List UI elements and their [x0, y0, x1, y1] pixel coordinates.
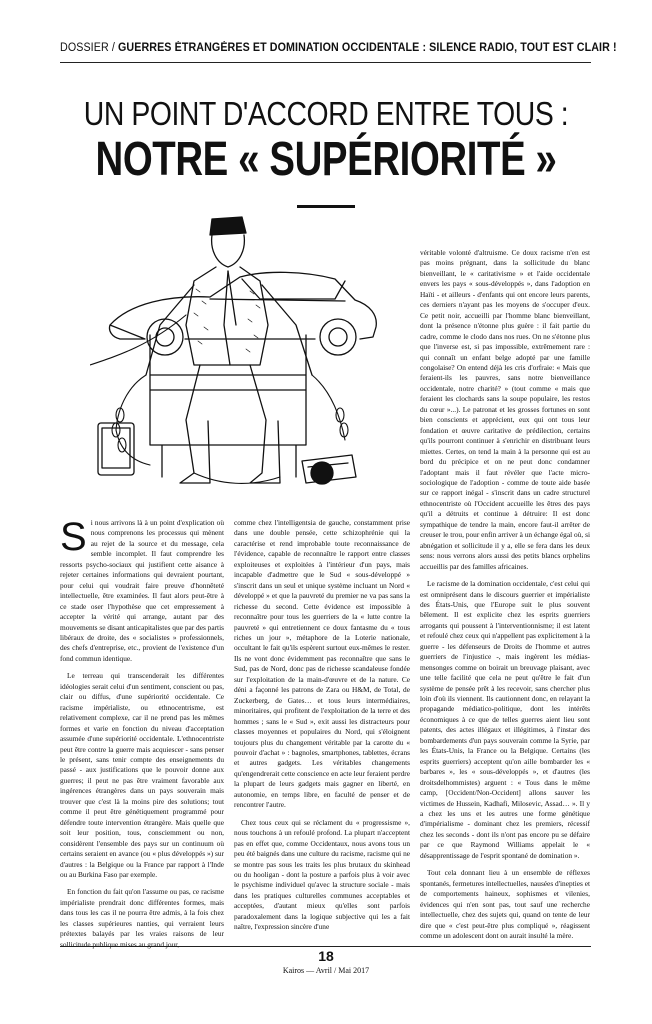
paragraph: Le racisme de la domination occidentale, c'est celui qui est omniprésent dans le discours guerrier et impérialiste des États-Unis, que l'Europe suit le plus souvent bêlement. Il est explicite chez les esprits guerriers arrogants qui poussent à l'interventionnisme; il est latent et refoulé chez ceux qui n'appellent pas explicitement à la guerre - les défenseurs de Droits de l'homme et autres guerriers de l'injustice -, mais ingèrent les médias-mensonges comme on boirait un breuvage plaisant, avec une telle facilité que cela ne peut qu'être le fait d'un système de pensée prêt à les recevoir, sans chercher plus loin d'où ils viennent. Ils cautionnent donc, en relayant la propagande médiatico-politique, dont les intérêts économiques à ce que de telles guerres aient lieu sont patents, des actes illégaux et illégitimes, à l'instar des bombardements d'un pays souverain comme la Syrie, par les États-Unis, la France ou la Belgique. Certains (les esprits guerriers) acceptent qu'on aille bombarder les « barbares », les « sous-développés », et d'autres (les droitsdelhommistes) arguent : « Tous dans le même camp, [Occident/Non-Occident] allons sauver les victimes de Hussein, Kadhafi, Milosevic, Assad… ». Il y a chez les uns et les autres une forme génétique d'impérialisme - dominant chez les premiers, récessif chez les seconds - dont ils n'ont pas encore pu se défaire par ce que Raymond Williams appelait le « désapprentissage de l'esprit spontané de domination ». [420, 579, 590, 860]
text-column-3 [420, 248, 590, 948]
illustration [90, 215, 380, 500]
text-column-1 [60, 515, 224, 957]
ball-illustration [311, 462, 333, 484]
title-divider [297, 205, 355, 208]
paragraph: véritable volonté d'altruisme. Ce doux racisme n'en est pas moins prégnant, dans la sollicitude du blanc bienveillant, le « caritativisme » et l'aide occidentale envers les pays « sous-développés », dans l'adoption en Haïti - et ailleurs - d'enfants qui ont encore leurs parents, ces derniers n'ayant pas les moyens de s'occuper d'eux. Ce petit noir, accueilli par l'homme blanc bienveillant, dont la présence n'étonne plus guère : il fait partie du cadre, comme le clodo dans nos rues. On ne s'étonne plus que l'inverse est, si pas impossible, extrêmement rare : qui connaît un enfant belge adopté par une famille congolaise? On entend déjà les cris d'orfraie: « Mais que feraient-ils les pauvres, sans notre bienveillance occidentale, notre charité? » (tout comme « mais que feraient les clochards sans la soupe populaire, les restos du cœur »...). Le patronat et les grosses fortunes en sont bien conscients et apprécient, eux qui ont tous leur fondation et œuvre caritative de prédilection, certains qu'ils pourront continuer à s'enrichir en distribuant leurs miettes. Certes, on tend la main à la personne qui est au bord du précipice et on ne peut donc condamner l'adoptant mais il faut révéler que l'acte micro-sociologique de l'adoption - comme de toute aide basée sur ce rapport inégal - s'inscrit dans un cadre structurel ethnocentriste où l'Occident accueille les êtres des pays qu'il a détruits et continue à détruire: Il est donc sympathique de tendre la main, encore faut-il arrêter de creuser le trou, pour enfin arriver à un échange égal où, si abnégation et sollicitude il y a, elle se fera dans les deux sens: nous verrons alors aussi des petits blancs orphelins accueillis par des familles africaines. [420, 248, 590, 571]
drop-cap: S [60, 515, 87, 559]
header-rule [60, 62, 591, 63]
section-label: DOSSIER [60, 42, 109, 54]
running-header [60, 42, 617, 54]
paragraph: Chez tous ceux qui se réclament du « progressisme », nous touchons à un refoulé profond. La plupart n'acceptent pas en effet que, comme Occidentaux, nous avons tous un peu été baignés dans une culture du racisme, racisme qui ne se montre pas sous les traits les plus brutaux du skinhead ou du hooligan - dont la posture a parfois plus à voir avec le psychisme individuel qu'avec la structure sociale - mais dans les pratiques culturelles communes acceptables et acceptées, d'autant mieux qu'elles sont parfois paradoxalement dans la logique subjective qui les a fait naître, l'expression sincère d'une [234, 817, 410, 932]
paragraph: Si nous arrivons là à un point d'explication où nous comprenons les processus qui mènent au rejet de la source et du message, cela semble incomplet. Il faut comprendre les ressorts psycho-sociaux qui justifient cette aisance à rejeter certaines informations qui devraient pourtant, pour celui qui voudrait faire preuve d'honnêteté intellectuelle, être examinées. Il faut alors peut-être à ce stade oser l'hypothèse que cet empressement à accepter la vérité qui arrange, autant par des mouvements se disant anticapitalistes que par des partis libéraux de droite, des « socialistes » professionnels, des chefs d'entreprise, etc., provient de l'existence d'un fond commun identique. [60, 515, 224, 663]
dossier-title: GUERRES ÉTRANGÈRES ET DOMINATION OCCIDENTALE : SILENCE RADIO, TOUT EST CLAIR ! [117, 42, 617, 54]
paragraph: comme chez l'intelligentsia de gauche, constamment prise dans une double pensée, cette schizophrénie qui la caractérise et rend improbable toute reconnaissance de l'évidence, capable de reconnaître le rapport entre classes exploiteuses et exploitées à l'intérieur d'un pays, mais incapable d'admettre que le Sud « sous-développé » s'inscrit dans un seul et unique système incluant un Nord « développé » et que la pauvreté du premier ne va pas sans la richesse du second. Cette évidence est impossible à reconnaître pour tous les guerriers de la « lutte contre la pauvreté » qui entretiennent ce doux fantasme du « tous riches un jour », métaphore de la Loterie nationale, occultant le fait qu'ils espèrent surtout eux-mêmes le rester. Ils ne vont donc évidemment pas reconnaître que sans le Sud, pas de Nord, donc pas de richesse scandaleuse fondée sur l'exploitation de la main-d'œuvre et de la nature. Ce déni a façonné les patrons de Zara ou H&M, de Total, de Zuckerberg, de Gates… et tous leurs intermédiaires, minoritaires, qui profitent de l'exploitation de la terre et des hommes ; sans le « Sud », exit aussi les distracteurs pour classes moyennes et populaires du Nord, qui s'éloignent toujours plus du changement véritable par la carotte du « pouvoir d'achat » : bagnoles, smartphones, tablettes, écrans et autres gadgets. Les véritables changements qu'engendrerait cette conscience en acte leur feraient perdre la plupart de leurs gadgets mais gagner en liberté, en autonomie, en temps libre, en faculté de penser et de rencontrer l'autre. [234, 518, 410, 810]
footer-rule [60, 946, 591, 947]
article-title-line-1: UN POINT D'ACCORD ENTRE TOUS : [83, 95, 569, 132]
man-illustration [210, 217, 246, 235]
text-column-2 [234, 518, 410, 940]
paragraph: Tout cela donnant lieu à un ensemble de réflexes spontanés, fermetures intellectuelles, nausées d'inepties et de comportements haineux, sophismes et vilenies, évidences qui n'en sont pas, tout sauf une recherche intellectuelle, chez des sujets qui, quand on tente de leur dire que « c'est peut-être plus compliqué », réagissent comme un adolescent dont on aurait insulté la mère. [420, 868, 590, 940]
header-separator: / [108, 42, 118, 54]
article-title-line-2: NOTRE « SUPÉRIORITÉ » [95, 133, 557, 186]
paragraph: En fonction du fait qu'on l'assume ou pas, ce racisme impérialiste prendrait donc différentes formes, mais dans tous les cas il ne pourra être admis, à la fois chez les classes supérieures nanties, qui verraient leurs prétextes balayés par les vraies raisons de leur sollicitude publique mises au grand jour, [60, 887, 224, 949]
publication-line: Kairos — Avril / Mai 2017 [282, 966, 370, 975]
page-number: 18 [318, 948, 334, 964]
paragraph: Le terreau qui transcenderait les différentes idéologies serait celui d'un sentiment, conscient ou pas, clair ou diffus, d'une supériorité occidentale. Ce racisme impérialiste, ou ethnocentrisme, est relativement complexe, car il ne prend pas les mêmes formes et varie en fonction du niveau d'acceptation assumée d'une supériorité occidentale. L'ethnocentriste peut être contre la guerre mais acquiescer - sans penser le présent, sans tenir compte des enseignements du passé - aux justifications que le pouvoir donne aux guerres; il peut ne pas être vraiment favorable aux ingérences étrangères dans un pays souverain mais trouver que c'est là la moins pire des solutions; tout comme il peut être génétiquement programmé pour défendre toute intervention étrangère. Mais quelle que soit leur position, tous, consciemment ou non, considèrent l'ensemble des pays sur un continuum où certains seraient en avance (ou « plus développés ») sur d'autres : la Belgique ou la France par rapport à l'Inde ou au Burkina Faso par exemple. [60, 671, 224, 879]
chair-illustration [150, 335, 306, 477]
